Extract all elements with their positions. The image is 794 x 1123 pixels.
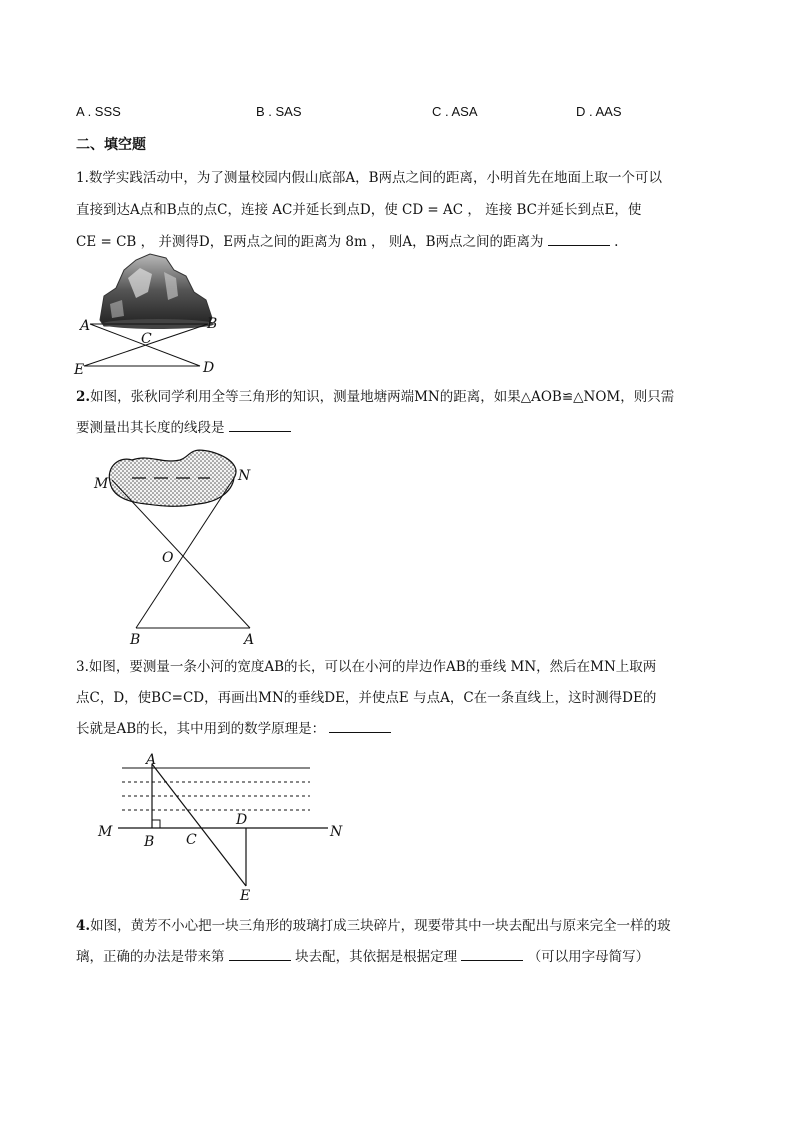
q3-label-e: E <box>240 888 251 904</box>
q3-label-c: C <box>186 832 197 848</box>
q2-figure <box>92 448 272 648</box>
q3-line3 <box>76 717 391 737</box>
q1-line2: 直接到达A点和B点的点C，连接 AC并延长到点D，使 CD = AC ， 连接 BC并延长到点E，使 <box>76 202 642 218</box>
q1-figure <box>74 248 238 378</box>
q2-label-o: O <box>162 550 174 566</box>
choice-b: B . SAS <box>256 104 302 119</box>
q4-line1 <box>76 914 671 934</box>
q1-line3-end: . <box>614 234 619 250</box>
q1-line3 <box>76 230 618 250</box>
q4-number: 4. <box>76 918 91 934</box>
q4-text1: 如图，黄芳不小心把一块三角形的玻璃打成三块碎片，现要带其中一块去配出与原来完全一样的玻 <box>90 918 671 934</box>
q4-text2a: 璃，正确的办法是带来第 <box>76 949 225 965</box>
q3-label-a: A <box>146 752 157 768</box>
rockery-image <box>100 254 214 329</box>
q2-label-n: N <box>238 468 251 484</box>
q3-label-n: N <box>330 824 343 840</box>
choice-d: D . AAS <box>576 104 622 119</box>
q3-answer-blank[interactable] <box>329 720 391 733</box>
q3-line2: 点C，D，使BC=CD，再画出MN的垂线DE，并使点E 与点A，C在一条直线上，这时测得DE的 <box>76 690 657 706</box>
q2-label-m: M <box>94 476 109 492</box>
q2-number: 2. <box>76 389 91 405</box>
q4-text2c: （可以用字母简写） <box>527 949 650 965</box>
q1-label-b: B <box>207 316 218 332</box>
q1-label-a: A <box>80 318 91 334</box>
q2-text2: 要测量出其长度的线段是 <box>76 420 225 436</box>
choice-a: A . SSS <box>76 104 121 119</box>
q4-line2 <box>76 945 649 965</box>
q3-label-d: D <box>236 812 248 828</box>
q4-answer-blank-1[interactable] <box>229 948 291 961</box>
q1-answer-blank[interactable] <box>548 233 610 246</box>
q2-label-b: B <box>130 632 141 648</box>
q4-answer-blank-2[interactable] <box>461 948 523 961</box>
q2-line2 <box>76 416 291 436</box>
q1-line3-text: CE = CB ， 并测得D，E两点之间的距离为 8m ， 则A，B两点之间的距离为 <box>76 234 544 250</box>
q2-answer-blank[interactable] <box>229 419 291 432</box>
q3-label-b: B <box>144 834 155 850</box>
q1-label-e: E <box>74 362 85 378</box>
q4-text2b: 块去配，其依据是根据定理 <box>295 949 458 965</box>
q3-line1: 3.如图，要测量一条小河的宽度AB的长，可以在小河的岸边作AB的垂线 MN，然后在MN上取两 <box>76 659 657 675</box>
q3-text3: 长就是AB的长，其中用到的数学原理是： <box>76 721 326 737</box>
choice-c: C . ASA <box>432 104 478 119</box>
section-title: 二、填空题 <box>76 137 146 153</box>
q1-line1: 1.数学实践活动中，为了测量校园内假山底部A，B两点之间的距离，小明首先在地面上取一个可以 <box>76 170 663 186</box>
q3-label-m: M <box>98 824 113 840</box>
q1-label-d: D <box>203 360 215 376</box>
q2-label-a: A <box>244 632 255 648</box>
q2-text1: 如图，张秋同学利用全等三角形的知识，测量地塘两端MN的距离，如果△AOB≌△NOM，则只需 <box>90 389 675 405</box>
q1-label-c: C <box>141 331 152 347</box>
q3-figure <box>96 752 356 902</box>
q2-line1 <box>76 385 674 405</box>
